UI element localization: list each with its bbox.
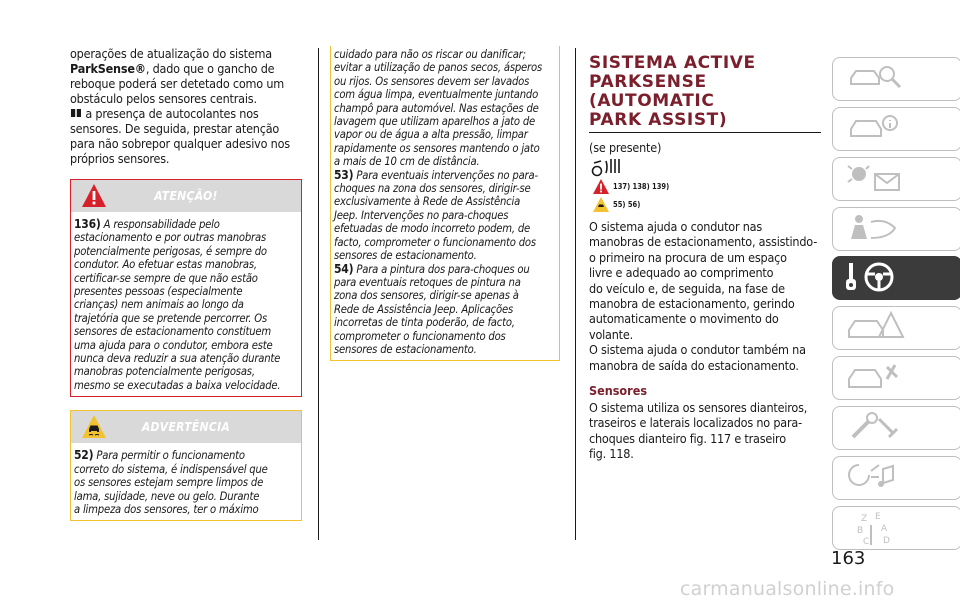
warning-line: A responsabilidade pelo	[100, 218, 220, 231]
body-line: o primeiro na procura de um espaço	[589, 249, 787, 265]
advert-line: zona dos sensores, dirigir-se apenas à	[334, 289, 519, 303]
presence-note: (se presente)	[589, 140, 662, 155]
svg-text:C: C	[863, 537, 870, 547]
advert-line: evitar a utilização de panos secos, ásperos	[334, 61, 542, 75]
body-line: O sistema ajuda o condutor nas	[589, 219, 763, 234]
column-divider-1	[318, 48, 319, 540]
advert-line: comprometer o funcionamento dos	[334, 329, 506, 343]
car-search-icon	[845, 62, 909, 94]
advert-line: Para eventuais intervenções no para-	[353, 168, 538, 182]
advert-line: lama, sujidade, neve ou gelo. Durante	[74, 489, 260, 503]
sidebar-item-car-search[interactable]	[832, 57, 960, 101]
warning-line: trajetória que se pretende percorrer. Os	[74, 311, 267, 325]
advert-line: efetuadas de modo incorreto podem, de	[334, 222, 531, 236]
key-steering-icon	[845, 261, 909, 293]
warning-line: potencialmente perigosas, é sempre do	[74, 244, 267, 258]
body-line: automaticamente o movimento do	[589, 311, 779, 327]
advert-line: a limpeza dos sensores, ter o máximo	[74, 502, 259, 516]
warning-line: estacionamento e por outras manobras	[74, 231, 267, 245]
parksense-icon	[589, 157, 629, 177]
warning-box	[70, 179, 302, 397]
advert-continued-box: cuidado para não os riscar ou danificar; evitar a utilização de panos secos, ásperos ou rijos. Os sensores devem ser lavados com água limpa, eventualmente juntando champô para automóvel. Nas estações de lavagem que utilizam aparelhos a jato de vapor ou de água a alta pressão, limpar rapidamente os sensores mantendo o jato a mais de 10 cm de distância. 53) Para eventuais intervenções no para- choques na zona dos sensores, dirigir-se exclusivamente à Rede de Assistência Jeep. Intervenções no para-choques efetuadas de modo incorreto podem, de facto, comprometer o funcionamento dos sensores de estacionamento. 54) Para a pintura dos para-choques ou para eventuais retoques de pintura na zona dos sensores, dirigir-se apenas à Rede de Assistência Jeep. Aplicações incorretas de tinta poderão, de facto, comprometer o funcionamento dos sensores de estacionamento.	[330, 46, 560, 361]
safety-icon	[845, 212, 909, 244]
page-number: 163	[831, 548, 866, 569]
warning-refs: 137) 138) 139)	[589, 179, 824, 197]
index-icon	[845, 511, 909, 547]
sidebar-item-hazard[interactable]	[832, 306, 960, 350]
advert-line: Para a pintura dos para-choques ou	[353, 262, 530, 276]
footer-watermark: carmanualsonline.info	[680, 578, 895, 600]
sidebar-item-tools[interactable]	[832, 406, 960, 450]
book-icon	[70, 108, 82, 118]
sensor-line: choques dianteiro fig. 117 e traseiro	[589, 430, 786, 446]
lights-message-icon	[845, 162, 909, 194]
warning-header	[71, 180, 301, 212]
sidebar-item-lights-message[interactable]	[832, 157, 960, 201]
warning-line: certificar-se sempre de que não estão	[74, 271, 258, 285]
body-line: O sistema ajuda o condutor também na	[589, 342, 806, 358]
sensor-line: fig. 118.	[589, 446, 634, 462]
column-2	[330, 46, 560, 361]
sensor-line: traseiros e laterais localizados no para-	[589, 415, 802, 431]
svg-text:Z: Z	[861, 514, 868, 524]
advert-line: incorretas de tinta poderão, de facto,	[334, 316, 515, 330]
advert-line: champô para automóvel. Nas estações de	[334, 101, 539, 115]
advert-line: os sensores estejam sempre limpos de	[74, 476, 264, 490]
warning-line: crianças) nem animais ao longo da	[74, 298, 244, 312]
sidebar-item-car-service[interactable]	[832, 356, 960, 400]
advert-line: cuidado para não os riscar ou danificar;	[334, 48, 526, 61]
body-text	[589, 219, 824, 373]
sensor-line: O sistema utiliza os sensores dianteiros,	[589, 400, 808, 416]
advert-line: sensores de estacionamento.	[334, 249, 477, 263]
svg-text:B: B	[857, 526, 864, 536]
advert-line: vapor ou de água a alta pressão, limpar	[334, 128, 528, 142]
column-3	[589, 54, 824, 462]
warning-line: condutor. Ao efetuar estas manobras,	[74, 258, 257, 272]
body-line: manobras de estacionamento, assistindo-	[589, 234, 818, 250]
warning-line: nunca deva reduzir a sua atenção durante	[74, 352, 281, 366]
car-info-icon	[845, 112, 909, 144]
column-1	[70, 46, 302, 521]
advert-line: ou rijos. Os sensores devem ser lavados	[334, 74, 530, 88]
paragraph-1: operações de atualização do sistema ParkSense®, dado que o gancho de reboque poderá ser detetado como um obstáculo pelos sensores centrais.	[70, 46, 285, 106]
advert-line: facto, comprometer o funcionamento dos	[334, 235, 536, 249]
advert-line: a mais de 10 cm de distância.	[334, 155, 480, 169]
svg-text:E: E	[875, 512, 881, 522]
sidebar-item-safety[interactable]	[832, 207, 960, 251]
advert-header	[71, 411, 301, 443]
svg-text:D: D	[883, 536, 890, 546]
warning-text: 136) A responsabilidade pelo estacionamento e por outras manobras potencialmente perigosas, é sempre do condutor. Ao efetuar estas manobras, certificar-se sempre de que não estão presentes pessoas (especialmente crianças) nem animais ao longo da trajetória que se pretende percorrer. Os sensores de estacionamento constituem uma ajuda para o condutor, embora este nunca deva reduzir a sua atenção durante manobras potencialmente perigosas, mesmo se executadas a baixa velocidade.	[74, 217, 281, 392]
sidebar-item-index[interactable]	[832, 506, 960, 550]
warning-line: mesmo se executadas a baixa velocidade.	[74, 378, 281, 392]
advert-text: 52) Para permitir o funcionamento correto do sistema, é indispensável que os sensores estejam sempre limpos de lama, sujidade, neve ou gelo. Durante a limpeza dos sensores, ter o máximo	[74, 448, 268, 516]
body-line: manobra de saída do estacionamento.	[589, 357, 799, 373]
paragraph-2: a presença de autocolantes nos sensores. De seguida, prestar atenção para não sobrepor qualquer adesivo nos próprios sensores.	[70, 106, 290, 166]
svg-text:A: A	[881, 524, 888, 534]
warning-line: manobras potencialmente perigosas,	[74, 365, 255, 379]
sensores-text	[589, 400, 824, 462]
tools-icon	[845, 411, 909, 443]
car-service-icon	[845, 361, 909, 393]
section-heading: SISTEMA ACTIVE PARKSENSE (AUTOMATIC PARK ASSIST)	[589, 54, 821, 133]
advert-line: sensores de estacionamento.	[334, 342, 477, 356]
advert-line: Para permitir o funcionamento	[93, 449, 245, 463]
brand-name: ParkSense®	[70, 61, 146, 76]
warning-line: uma ajuda para o condutor, embora este	[74, 338, 273, 352]
parksense-symbol	[589, 157, 824, 179]
advert-line: Rede de Assistência Jeep. Aplicações	[334, 302, 514, 316]
column-divider-2	[575, 48, 576, 540]
hazard-icon	[845, 311, 909, 343]
advert-title: ADVERTÊNCIA	[141, 420, 231, 435]
body-line: do veículo e, de seguida, na fase de	[589, 280, 785, 296]
advert-line: correto do sistema, é indispensável que	[74, 462, 268, 476]
body-line: manobra de estacionamento, gerindo	[589, 296, 795, 312]
advert-line: rapidamente os sensores mantendo o jato	[334, 141, 540, 155]
car-skid-icon-small	[593, 197, 609, 212]
warning-title: ATENÇÃO!	[154, 189, 218, 203]
warning-triangle-icon-small	[593, 179, 609, 194]
subheading-sensores: Sensores	[589, 383, 648, 399]
body-line: livre e adequado ao comprimento	[589, 265, 774, 281]
advert-box	[70, 410, 302, 521]
warning-line: sensores de estacionamento constituem	[74, 325, 272, 339]
advert-line: Jeep. Intervenções no para-choques	[334, 208, 509, 222]
warning-line: presentes pessoas (especialmente	[74, 285, 243, 299]
advert-line: exclusivamente à Rede de Assistência	[334, 195, 521, 209]
multimedia-icon	[845, 461, 909, 493]
advert-refs: 55) 56)	[589, 197, 824, 215]
advert-line: lavagem que utilizam aparelhos a jato de	[334, 115, 536, 129]
advert-line: para eventuais retoques de pintura na	[334, 275, 521, 289]
sidebar-item-multimedia[interactable]	[832, 456, 960, 500]
sidebar-item-key-steering[interactable]	[832, 256, 960, 300]
sidebar-item-car-info[interactable]	[832, 107, 960, 151]
advert-line: com água limpa, eventualmente juntando	[334, 88, 539, 102]
advert-line: choques na zona dos sensores, dirigir-se	[334, 182, 531, 196]
body-line: volante.	[589, 326, 633, 342]
